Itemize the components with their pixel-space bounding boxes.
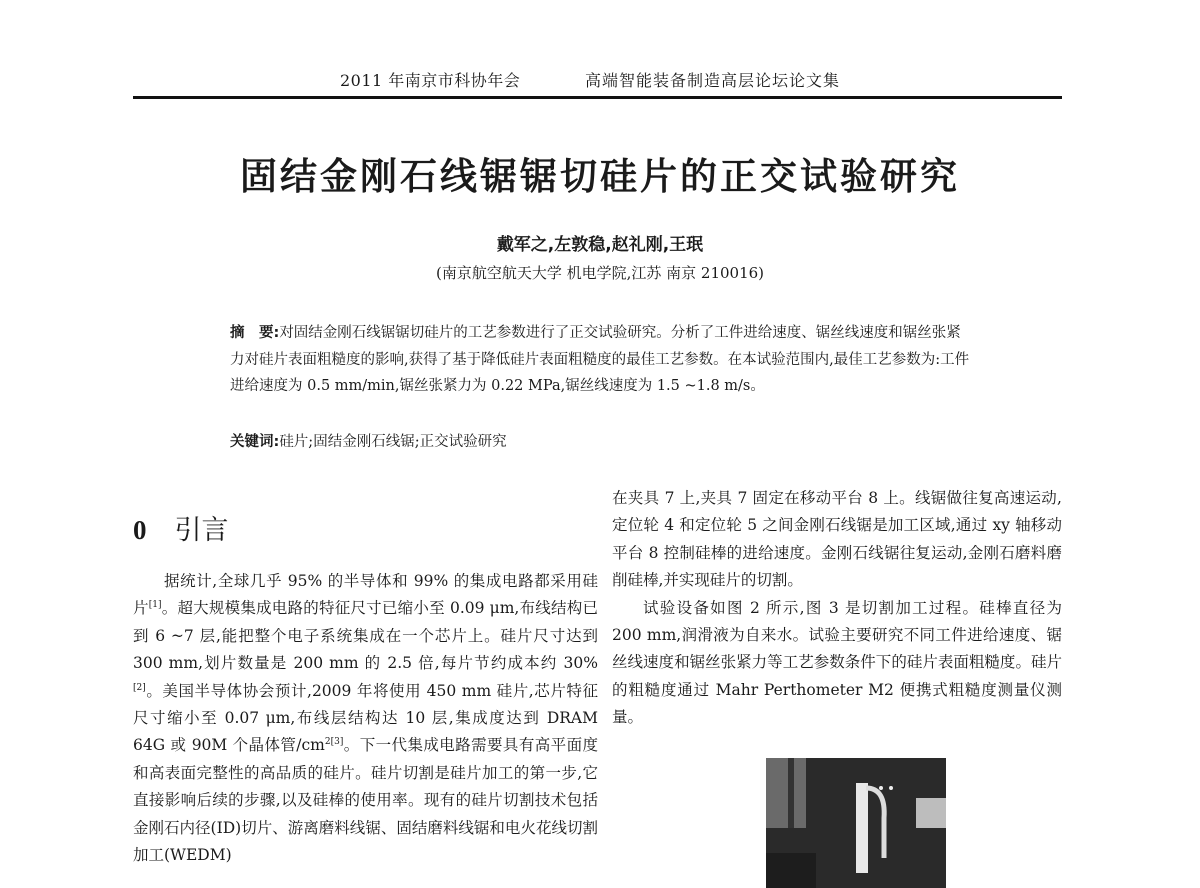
running-head (133, 66, 1062, 98)
running-head-conference: 2011 年南京市科协年会 (340, 71, 521, 90)
keywords-label: 关键词: (230, 434, 280, 450)
section-heading (133, 508, 229, 547)
text-run: 据统计,全球几乎 95% 的半导体和 99% 的集成电路都采用硅片 (133, 572, 598, 618)
citation-3: [3] (330, 737, 344, 748)
text-run: 。下一代集成电路需要具有高平面度和高表面完整性的高品质的硅片。硅片切割是硅片加工的第一步,它直接影响后续的步骤,以及硅棒的使用率。现有的硅片切割技术包括金刚石内径(ID)切片、游离磨料线锯、固结磨料线锯和电火花线切割加工(WEDM) (133, 736, 598, 865)
text-run: 。超大规模集成电路的特征尺寸已缩小至 0.09 μm,布线结构已到 6 ~7 层,能把整个电子系统集成在一个芯片上。硅片尺寸达到 300 mm,划片数量是 200 mm 的 2.5 倍,每片节约成本约 30% (133, 599, 598, 673)
superscript-2: 2 (324, 737, 331, 748)
affiliation: (南京航空航天大学 机电学院,江苏 南京 210016) (435, 264, 765, 282)
keywords-text: 硅片;固结金刚石线锯;正交试验研究 (279, 434, 507, 450)
abstract (230, 320, 970, 400)
citation-2: [2] (133, 682, 146, 693)
section-title: 引言 (174, 515, 229, 546)
equipment-photo-graphic (766, 758, 946, 888)
section-number: 0 (133, 515, 147, 545)
header-rule (133, 96, 1062, 99)
text-run: 。美国半导体协会预计,2009 年将使用 450 mm 硅片,芯片特征尺寸缩小至 0.07 μm,布线层结构达 10 层,集成度达到 DRAM 64G 或 90M 个晶体管/cm (133, 681, 598, 755)
authors: 戴军之,左敦稳,赵礼刚,王珉 (496, 235, 704, 255)
running-head-proceedings: 高端智能装备制造高层论坛论文集 (585, 71, 841, 90)
keywords (230, 430, 970, 451)
left-column (133, 568, 598, 869)
equipment-photo (766, 758, 946, 888)
equipment-paragraph: 试验设备如图 2 所示,图 3 是切割加工过程。硅棒直径为 200 mm,润滑液为自来水。试验主要研究不同工件进给速度、锯丝线速度和锯丝张紧力等工艺参数条件下的硅片表面粗糙度。硅片的粗糙度通过 Mahr Perthometer M2 便携式粗糙度测量仪测量。 (612, 598, 1062, 727)
paper-title: 固结金刚石线锯锯切硅片的正交试验研究 (240, 155, 960, 198)
intro-paragraph (133, 568, 598, 869)
abstract-text: 对固结金刚石线锯锯切硅片的工艺参数进行了正交试验研究。分析了工件进给速度、锯丝线速度和锯丝张紧力对硅片表面粗糙度的影响,获得了基于降低硅片表面粗糙度的最佳工艺参数。在本试验范围内,最佳工艺参数为:工件进给速度为 0.5 mm/min,锯丝张紧力为 0.22 MPa,锯丝线速度为 1.5 ~1.8 m/s。 (230, 325, 970, 394)
citation-1: [1] (148, 600, 162, 611)
abstract-label: 摘 要: (230, 325, 280, 341)
process-paragraph: 在夹具 7 上,夹具 7 固定在移动平台 8 上。线锯做往复高速运动,定位轮 4 和定位轮 5 之间金刚石线锯是加工区域,通过 xy 轴移动平台 8 控制硅棒的进给速度。金刚石线锯往复运动,金刚石磨料磨削硅棒,并实现硅片的切割。 (612, 489, 1062, 590)
right-column (612, 485, 1062, 732)
